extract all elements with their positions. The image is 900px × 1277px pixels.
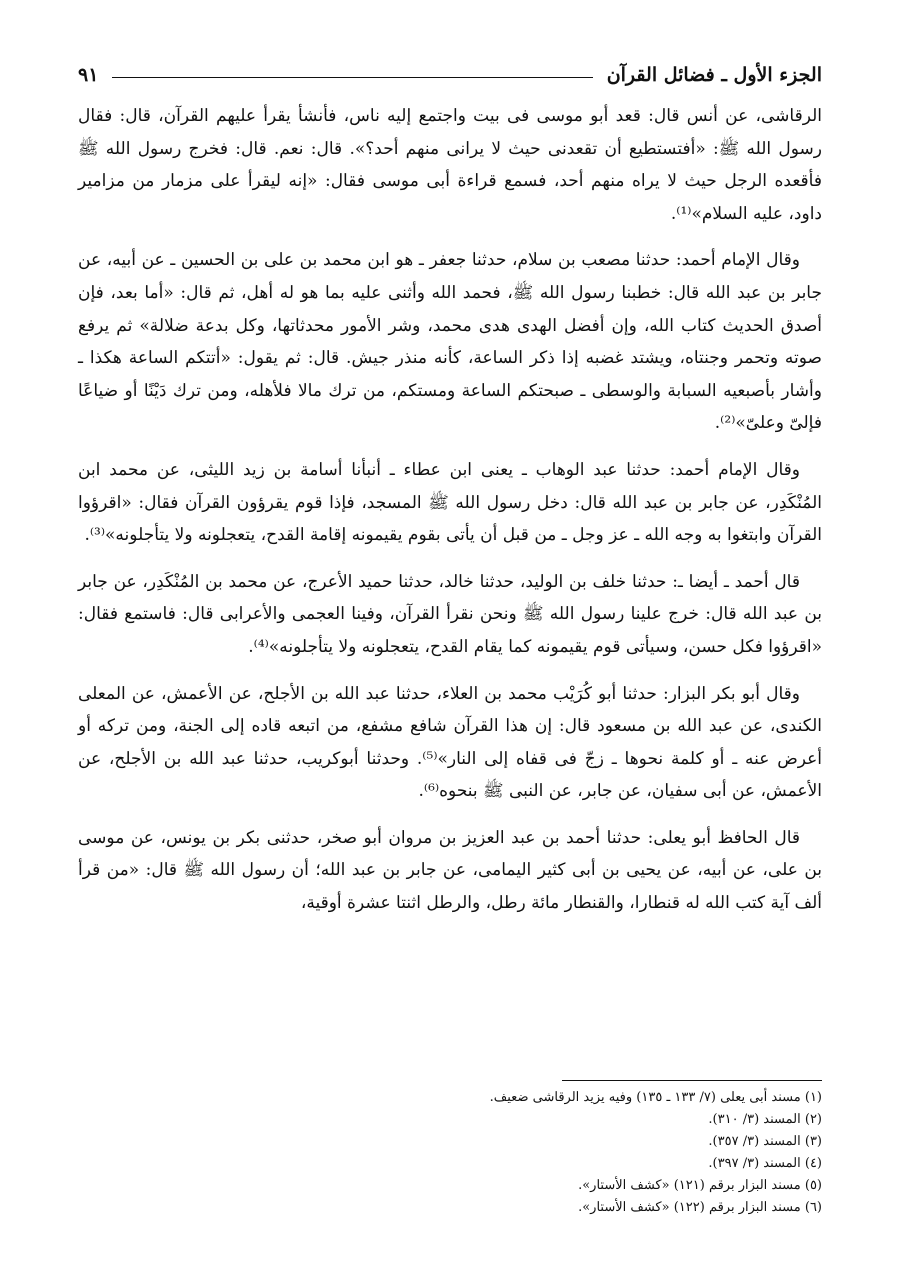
footnote-rule xyxy=(562,1080,822,1081)
header-rule xyxy=(112,77,592,78)
footnote: (٤) المسند (٣/ ٣٩٧). xyxy=(708,1156,822,1171)
paragraph: قال أحمد ـ أيضا ـ: حدثنا خلف بن الوليد، حدثنا خالد، حدثنا حميد الأعرج، عن محمد بن المُنْكَدِر، عن جابر بن عبد الله قال: خرج علينا رسول الله ﷺ ونحن نقرأ القرآن، وفينا العجمى والأعرابى قال: فاستمع فقال: «اقرؤوا فكل حسن، وسيأتى قوم يقيمونه كما يقام القدح، يتعجلونه ولا يتأجلونه»⁽⁴⁾. xyxy=(78,571,822,657)
header-title: الجزء الأول ـ فضائل القرآن xyxy=(606,64,822,86)
running-header xyxy=(78,58,822,92)
paragraph: وقال الإمام أحمد: حدثنا مصعب بن سلام، حدثنا جعفر ـ هو ابن محمد بن على بن الحسين ـ عن أبيه، عن جابر بن عبد الله قال: خطبنا رسول الله ﷺ، فحمد الله وأثنى عليه بما هو له أهل، ثم قال: «أما بعد، فإن أصدق الحديث كتاب الله، وإن أفضل الهدى هدى محمد، وشر الأمور محدثاتها، وكل بدعة ضلالة» ثم يرفع صوته وتحمر وجنتاه، ويشتد غضبه إذا ذكر الساعة، كأنه منذر جيش. قال: ثم يقول: «أتتكم الساعة هكذا ـ وأشار بأصبعيه السبابة والوسطى ـ صبحتكم الساعة ومستكم، من ترك مالا فلأهله، ومن ترك دَيْنًا أو ضياعًا فإلىّ وعلىّ»⁽²⁾. xyxy=(78,250,822,434)
paragraph: الرقاشى، عن أنس قال: قعد أبو موسى فى بيت واجتمع إليه ناس، فأنشأ يقرأ عليهم القرآن، قال: فقال رسول الله ﷺ: «أفتستطيع أن تقعدنى حيث لا يرانى منهم أحد؟». قال: نعم. قال: فخرج رسول الله ﷺ فأقعده الرجل حيث لا يراه منهم أحد، فسمع قراءة أبى موسى فقال: «إنه ليقرأ على مزمار من مزامير داود، عليه السلام»⁽¹⁾. xyxy=(78,106,822,224)
paragraph: وقال أبو بكر البزار: حدثنا أبو كُرَيْب محمد بن العلاء، حدثنا عبد الله بن الأجلح، عن الأعمش، عن المعلى الكندى، عن عبد الله بن مسعود قال: إن هذا القرآن شافع مشفع، من اتبعه قاده إلى الجنة، ومن تركه أو أعرض عنه ـ أو كلمة نحوها ـ زجّ فى قفاه إلى النار»⁽⁵⁾. وحدثنا أبوكريب، حدثنا عبد الله بن الأجلح، عن الأعمش، عن أبى سفيان، عن جابر، عن النبى ﷺ بنحوه⁽⁶⁾. xyxy=(78,683,822,802)
page-number: ٩١ xyxy=(78,64,99,86)
footnote: (٢) المسند (٣/ ٣١٠). xyxy=(708,1112,822,1127)
body-text xyxy=(78,100,822,920)
footnote: (٣) المسند (٣/ ٣٥٧). xyxy=(708,1134,822,1149)
footnote: (٥) مسند البزار برقم (١٢١) «كشف الأستار». xyxy=(578,1178,822,1193)
paragraph: قال الحافظ أبو يعلى: حدثنا أحمد بن عبد العزيز بن مروان أبو صخر، حدثنى بكر بن يونس، عن موسى بن على، عن أبيه، عن يحيى بن أبى كثير اليمامى، عن جابر بن عبد الله؛ أن رسول الله ﷺ قال: «من قرأ ألف آية كتب الله له قنطارا، والقنطار مائة رطل، والرطل اثنتا عشرة أوقية، xyxy=(78,827,822,914)
footnote: (١) مسند أبى يعلى (٧/ ١٣٣ ـ ١٣٥) وفيه يزيد الرقاشى ضعيف. xyxy=(489,1090,822,1105)
paragraph: وقال الإمام أحمد: حدثنا عبد الوهاب ـ يعنى ابن عطاء ـ أنبأنا أسامة بن زيد الليثى، عن محمد ابن المُنْكَدِر، عن جابر بن عبد الله قال: دخل رسول الله ﷺ المسجد، فإذا قوم يقرؤون القرآن فقال: «اقرؤوا القرآن وابتغوا به وجه الله ـ عز وجل ـ من قبل أن يأتى بقوم يقيمونه إقامة القدح، يتعجلونه ولا يتأجلونه»⁽³⁾. xyxy=(78,459,822,546)
page xyxy=(78,58,822,934)
footnotes xyxy=(78,1080,822,1219)
footnote: (٦) مسند البزار برقم (١٢٢) «كشف الأستار». xyxy=(578,1200,822,1215)
